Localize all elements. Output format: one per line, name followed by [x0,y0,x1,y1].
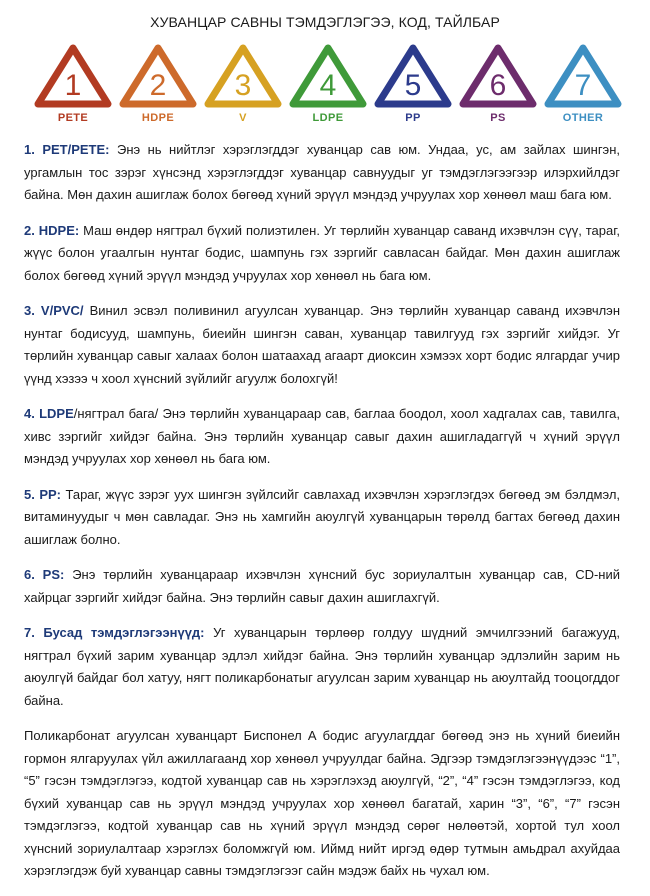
code-number: 2 [149,69,167,102]
section-6 [24,564,620,609]
section-heading: 1. PET/PETE: [24,142,110,157]
code-number: 5 [404,69,422,102]
description-body [24,139,620,896]
recycling-codes-row [30,40,626,130]
section-body: Маш өндөр нягтрал бүхий полиэтилен. Уг төрлийн хуванцар саванд ихэвчлэн сүү, тараг, жүүс болон угаалгын нунтаг бодис, шампунь гэх зэргийг савласан байдаг. Мөн дахин ашиглаж болох бөгөөд хүний эрүүл мэндэд учруулах хор хөнөөл нь бага юм. [24,222,621,283]
recycling-code-5 [370,40,456,130]
recycling-triangle-icon [200,40,286,112]
section-heading: 4. LDPE [24,406,74,421]
recycling-triangle-icon [30,40,116,112]
code-abbr: LDPE [312,112,344,124]
recycling-triangle-icon [370,40,456,112]
section-body: Энэ төрлийн хуванцараар ихэвчлэн хүнсний бус зориулалтын хуванцар сав, CD-ний хайрцаг зэргийг хийдэг байна. Энэ төрлийн савыг дахин ашиглахгүй. [24,567,621,605]
section-5 [24,484,620,552]
section-7 [24,622,620,712]
code-abbr: PETE [57,112,89,124]
code-abbr: PS [490,112,506,124]
section-heading: 3. V/PVC/ [24,303,84,318]
section-1 [24,139,620,207]
recycling-code-1 [30,40,116,130]
section-body: Тараг, жүүс зэрэг уух шингэн зүйлсийг савлахад ихэвчлэн хэрэглэгдэх бөгөөд эм бэлдмэл, витаминуудыг ч мөн савладаг. Энэ нь хамгийн аюулгүй хуванцарын төрөлд багтах бөгөөд дахин ашиглаж болно. [24,486,621,547]
closing-note: Поликарбонат агуулсан хуванцарт Биспонел А бодис агуулагддаг бөгөөд энэ нь хүний биеийн гормон ялгаруулах үйл ажиллагаанд хор хөнөөл учруулдаг байна. Эдгээр тэмдэглэгээнүүдээс “1”, “5” гэсэн тэмдэглэгээ, кодтой хуванцар сав нь хэрэглэхэд аюулгүй, “2”, “4” гэсэн тэмдэглэгээ, код бүхий хуванцар сав нь эрүүл мэндэд учруулах хор хөнөөл багатай, харин “3”, “6”, “7” гэсэн тэмдэглэгээ, кодтой хуванцар сав нь хүний эрүүл мэндэд сөрөг нөлөөтэй, хортой тул хоол хүнсний зориулалтаар хэрэглэх боломжгүй юм. Иймд нийт иргэд өдөр тутмын амьдрал ахуйдаа хэрэглэгдэж буй хуванцар савны тэмдэглэгээг сайн мэдэж байх нь чухал юм. [24,728,620,878]
section-2 [24,220,620,288]
code-abbr: HDPE [141,112,175,124]
code-abbr: OTHER [562,112,604,124]
section-heading: 2. HDPE: [24,222,80,238]
recycling-triangle-icon [455,40,541,112]
code-number: 7 [574,69,592,102]
section-heading: 5. PP: [24,486,61,502]
code-number: 3 [234,69,252,102]
section-3 [24,300,620,390]
section-heading: 6. PS: [24,567,65,582]
recycling-code-3 [200,40,286,130]
section-4 [24,403,620,471]
code-abbr: V [239,112,247,124]
recycling-triangle-icon [115,40,201,112]
code-number: 6 [489,69,507,102]
section-heading: 7. Бусад тэмдэглэгээнүүд: [24,625,205,640]
recycling-code-6 [455,40,541,130]
section-body: Винил эсвэл поливинил агуулсан хуванцар. Энэ төрлийн хуванцар саванд ихэвчлэн нунтаг бодисууд, шампунь, биеийн шингэн саван, хуванцар тавилгууд гэх зэргийг хийдэг. Уг төрлийн хуванцар савыг халаах болон шатаахад агаарт диоксин хэмээх хорт бодис ялгардаг учир үүнд хэзээ ч хоол хүнсний зүйлийг агуулж болохгүй! [24,303,620,386]
recycling-code-7 [540,40,626,130]
code-abbr: PP [405,112,421,124]
section-body: Энэ нь нийтлэг хэрэглэгддэг хуванцар сав юм. Ундаа, ус, ам зайлах шингэн, ургамлын тос зэрэг хүнсэнд хэрэглэгддэг хуванцар савнуудыг уг тэмдэглэгээгээр илэрхийлдэг байна. Мөн дахин ашиглаж болох бөгөөд хүний эрүүл мэндэд учруулах хор хөнөөл маш бага юм. [24,142,620,202]
recycling-code-4 [285,40,371,130]
recycling-code-2 [115,40,201,130]
section-body: /нягтрал бага/ Энэ төрлийн хуванцараар сав, баглаа боодол, хоол хадгалах сав, тавилга, хивс зэргийг хийдэг байна. Энэ төрлийн хуванцар савыг дахин ашигладаггүй ч хүний эрүүл мэндэд учруулах хор хөнөөл нь бага юм. [24,406,620,466]
recycling-triangle-icon [540,40,626,112]
code-number: 1 [64,69,82,102]
section-body: Уг хуванцарын төрлөөр голдуу шүдний эмчилгээний багажууд, нягтрал бүхий зарим хуванцар эдлэл хийдэг байна. Энэ төрлийн хуванцар эдлэлийн зарим нь аюулгүй байдаг бол хатуу, нягт поликарбонатыг агуулсан зарим хуванцар нь аюултайд тооцогддог байна. [24,625,620,708]
page-title: ХУВАНЦАР САВНЫ ТЭМДЭГЛЭГЭЭ, КОД, ТАЙЛБАР [150,14,500,30]
code-number: 4 [319,69,337,102]
recycling-triangle-icon [285,40,371,112]
